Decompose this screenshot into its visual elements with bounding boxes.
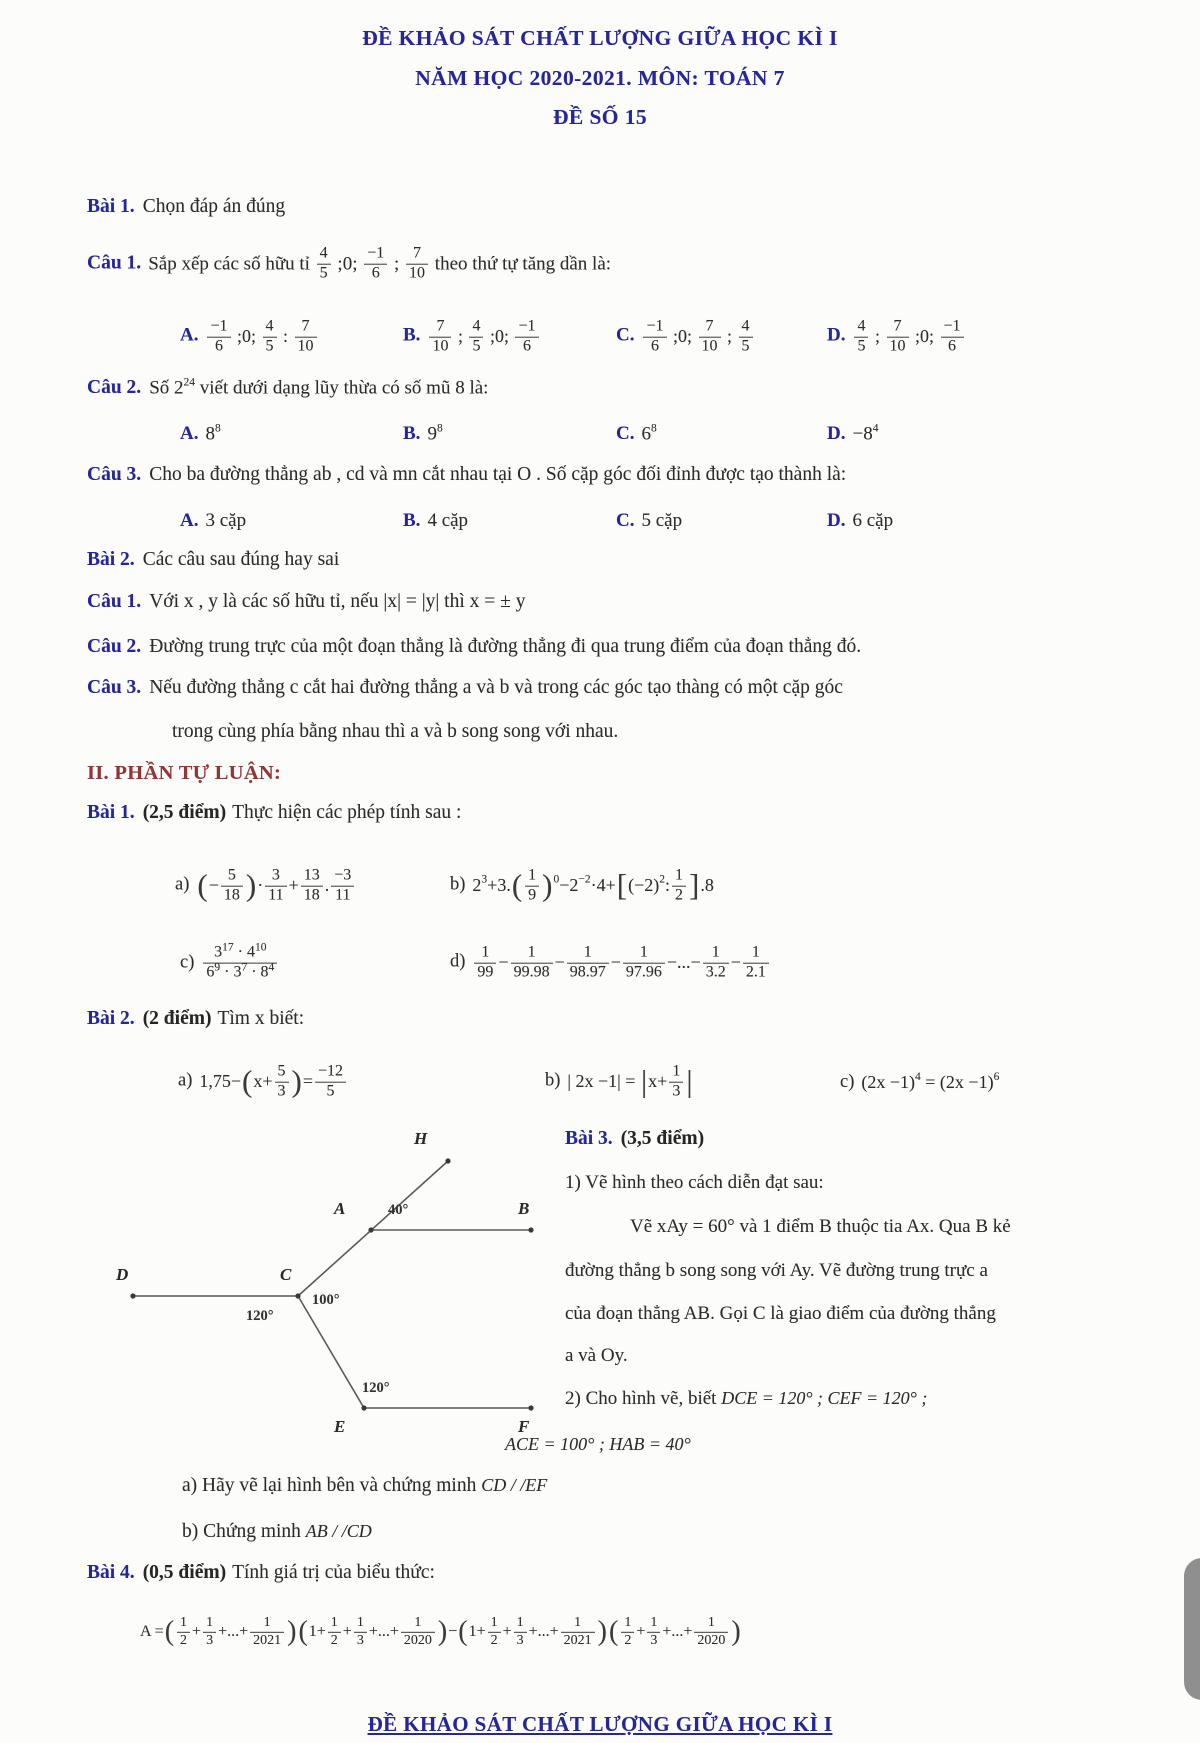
- angle-100: 100°: [312, 1292, 340, 1308]
- bai3-qa-math: CD / /EF: [481, 1475, 548, 1495]
- cau1-option-d: D. $\frac{4}{5}$ ; $\frac{7}{10}$ ;0; $\frac{-1}{6}$: [827, 319, 966, 356]
- cau1-option-b: B. $\frac{7}{10}$ ; $\frac{4}{5}$ ;0; $\frac{-1}{6}$: [403, 319, 541, 356]
- cau1-option-a: A. $\frac{-1}{6}$ ;0; $\frac{4}{5}$ : $\frac{7}{10}$: [180, 319, 319, 356]
- bai3-line5: a và Oy.: [565, 1345, 628, 1366]
- bai4-expression: A =( $\frac{1}{2}$ + $\frac{1}{3}$ +...+ $\frac{1}{2021}$ )(1+ $\frac{1}{2}$ + $\frac{1}{3}$ +...+ $\frac{1}{2020}$ )−(1+ $\frac{1}{2}$ + $\frac{1}{3}$ +...+ $\frac{1}{2021}$ )( $\frac{1}{2}$ + $\frac{1}{3}$ +...+ $\frac{1}{2020}$ ): [140, 1614, 741, 1648]
- point-H: [445, 1158, 450, 1163]
- cau2-label: Câu 2.: [87, 377, 142, 398]
- label-H: H: [414, 1129, 428, 1148]
- bai1-expression-d: d) $\frac{1}{99}$ − $\frac{1}{99.98}$ − $\frac{1}{98.97}$ − $\frac{1}{97.96}$ −...− $\frac{1}{3.2}$ − $\frac{1}{2.1}$: [450, 945, 771, 982]
- bai2-cau3-continued: trong cùng phía bằng nhau thì a và b song song với nhau.: [172, 721, 619, 742]
- geometry-figure: [90, 1120, 560, 1450]
- cau3-text: Cho ba đường thẳng ab , cd và mn cắt nhau tại O . Số cặp góc đối đỉnh được tạo thành là:: [149, 464, 847, 485]
- bai3-question-b: b) Chứng minh AB / /CD: [182, 1521, 372, 1542]
- cau1-option-c: C. $\frac{-1}{6}$ ;0; $\frac{7}{10}$ ; $\frac{4}{5}$: [616, 319, 755, 356]
- part2-bai2-heading: Bài 2. (2 điểm) Tìm x biết:: [87, 1008, 305, 1029]
- point-C: [295, 1293, 300, 1298]
- header-title-line1: ĐỀ KHẢO SÁT CHẤT LƯỢNG GIỮA HỌC KÌ I: [362, 26, 838, 50]
- cau3-option-d: D. 6 cặp: [827, 510, 894, 531]
- cau3-option-b: B. 4 cặp: [403, 510, 469, 531]
- bai3-line7-math: ACE = 100° ; HAB = 40°: [505, 1434, 691, 1454]
- cau2-option-d: D. $-8^4$: [827, 422, 879, 445]
- figure-points: [130, 1158, 533, 1410]
- bai2-expression-b: b) | 2x −1| = |x+ $\frac{1}{3}$ |: [545, 1062, 693, 1100]
- bai2-expression-c: c) $(2x -1)^4 = (2x -1)^6$: [840, 1070, 1000, 1093]
- bai3-line4: của đoạn thẳng AB. Gọi C là giao điểm của đường thẳng: [565, 1303, 996, 1324]
- cau2-option-b: B. $9^8$: [403, 422, 443, 445]
- bai3-line6-math: DCE = 120° ; CEF = 120° ;: [721, 1388, 928, 1408]
- bai3-line3: đường thẳng b song song với Ay. Vẽ đường trung trực a: [565, 1260, 988, 1281]
- bai1-expression-a: a) (− $\frac{5}{18}$ )· $\frac{3}{11}$ + $\frac{13}{18}$ . $\frac{-3}{11}$: [175, 868, 356, 905]
- label-B: B: [518, 1199, 530, 1218]
- bai2-cau2: Câu 2. Đường trung trực của một đoạn thẳng là đường thẳng đi qua trung điểm của đoạn thẳng đó.: [87, 636, 862, 657]
- figure-lines: [133, 1161, 531, 1408]
- point-B: [528, 1227, 533, 1232]
- bai1-text: Chọn đáp án đúng: [142, 196, 286, 217]
- bai2-expression-a: a) 1,75−(x+ $\frac{5}{3}$ )= $\frac{-12}{5}$: [178, 1064, 348, 1101]
- bai1-heading: [87, 196, 285, 218]
- bai3-question-a: a) Hãy vẽ lại hình bên và chứng minh CD / /EF: [182, 1475, 548, 1496]
- label-F: F: [518, 1417, 530, 1436]
- point-A: [368, 1227, 373, 1232]
- part2-bai1-heading: Bài 1. (2,5 điểm) Thực hiện các phép tính sau :: [87, 802, 462, 823]
- label-C: C: [280, 1265, 292, 1284]
- label-A: A: [334, 1199, 346, 1218]
- cau3-label: Câu 3.: [87, 464, 142, 485]
- bai2-cau1: Câu 1. Với x , y là các số hữu tỉ, nếu |x| = |y| thì x = ± y: [87, 591, 526, 612]
- angle-120-left: 120°: [246, 1308, 274, 1324]
- scrollbar-thumb[interactable]: [1184, 1558, 1200, 1700]
- bai2-cau3: Câu 3. Nếu đường thẳng c cắt hai đường thẳng a và b và trong các góc tạo thàng có một cặp góc: [87, 677, 843, 698]
- point-E: [361, 1405, 366, 1410]
- cau2-option-c: C. $6^8$: [616, 422, 657, 445]
- bai1-expression-c: c) $\frac{3^{17} \cdot 4^{10}}{6^9 \cdot 3^7 \cdot 8^4}$: [180, 945, 279, 982]
- footer-title: ĐỀ KHẢO SÁT CHẤT LƯỢNG GIỮA HỌC KÌ I: [367, 1712, 833, 1736]
- bai2-heading: Bài 2. Các câu sau đúng hay sai: [87, 549, 340, 570]
- header-title-line2: NĂM HỌC 2020-2021. MÔN: TOÁN 7: [415, 66, 785, 90]
- angle-120-E: 120°: [362, 1380, 390, 1396]
- bai3-line1: 1) Vẽ hình theo cách diễn đạt sau:: [565, 1172, 824, 1193]
- bai4-heading: Bài 4. (0,5 điểm) Tính giá trị của biểu thức:: [87, 1562, 435, 1583]
- cau2-option-a: A. $8^8$: [180, 422, 221, 445]
- part2-title: II. PHẦN TỰ LUẬN:: [87, 762, 282, 784]
- bai3-heading: Bài 3. (3,5 điểm): [565, 1128, 705, 1149]
- cau3-option-a: A. 3 cặp: [180, 510, 247, 531]
- label-E: E: [334, 1417, 346, 1436]
- bai1-expression-b: b) $2^3+3$.( $\frac{1}{9}$ )$^0-2^{-2}\cdot 4+[(-2)^2$: $\frac{1}{2}$ ].8: [450, 866, 714, 904]
- cau1-question: [87, 246, 611, 283]
- bai3-line2: Vẽ xAy = 60° và 1 điểm B thuộc tia Ax. Qua B kẻ: [630, 1216, 1011, 1237]
- cau3-question: [87, 464, 846, 486]
- bai3-qb-math: AB / /CD: [305, 1521, 372, 1541]
- header-title-line3: ĐỀ SỐ 15: [553, 105, 647, 129]
- cau2-question: [87, 377, 488, 400]
- cau3-option-c: C. 5 cặp: [616, 510, 683, 531]
- cau2-math: Số $2^{24}$ viết dưới dạng lũy thừa có số mũ 8 là:: [149, 376, 489, 399]
- bai3-line6: 2) Cho hình vẽ, biết DCE = 120° ; CEF = 120° ;: [565, 1388, 928, 1409]
- cau1-label: Câu 1.: [87, 252, 142, 274]
- point-D: [130, 1293, 135, 1298]
- label-D: D: [116, 1265, 129, 1284]
- angle-40: 40°: [388, 1202, 409, 1218]
- line-C-E: [298, 1296, 364, 1408]
- bai1-label: Bài 1.: [87, 196, 135, 217]
- cau1-math: Sắp xếp các số hữu tỉ $\frac{4}{5}$ ;0; $\frac{-1}{6}$ ; $\frac{7}{10}$ theo thứ tự tăng dần là:: [148, 244, 612, 282]
- point-F: [528, 1405, 533, 1410]
